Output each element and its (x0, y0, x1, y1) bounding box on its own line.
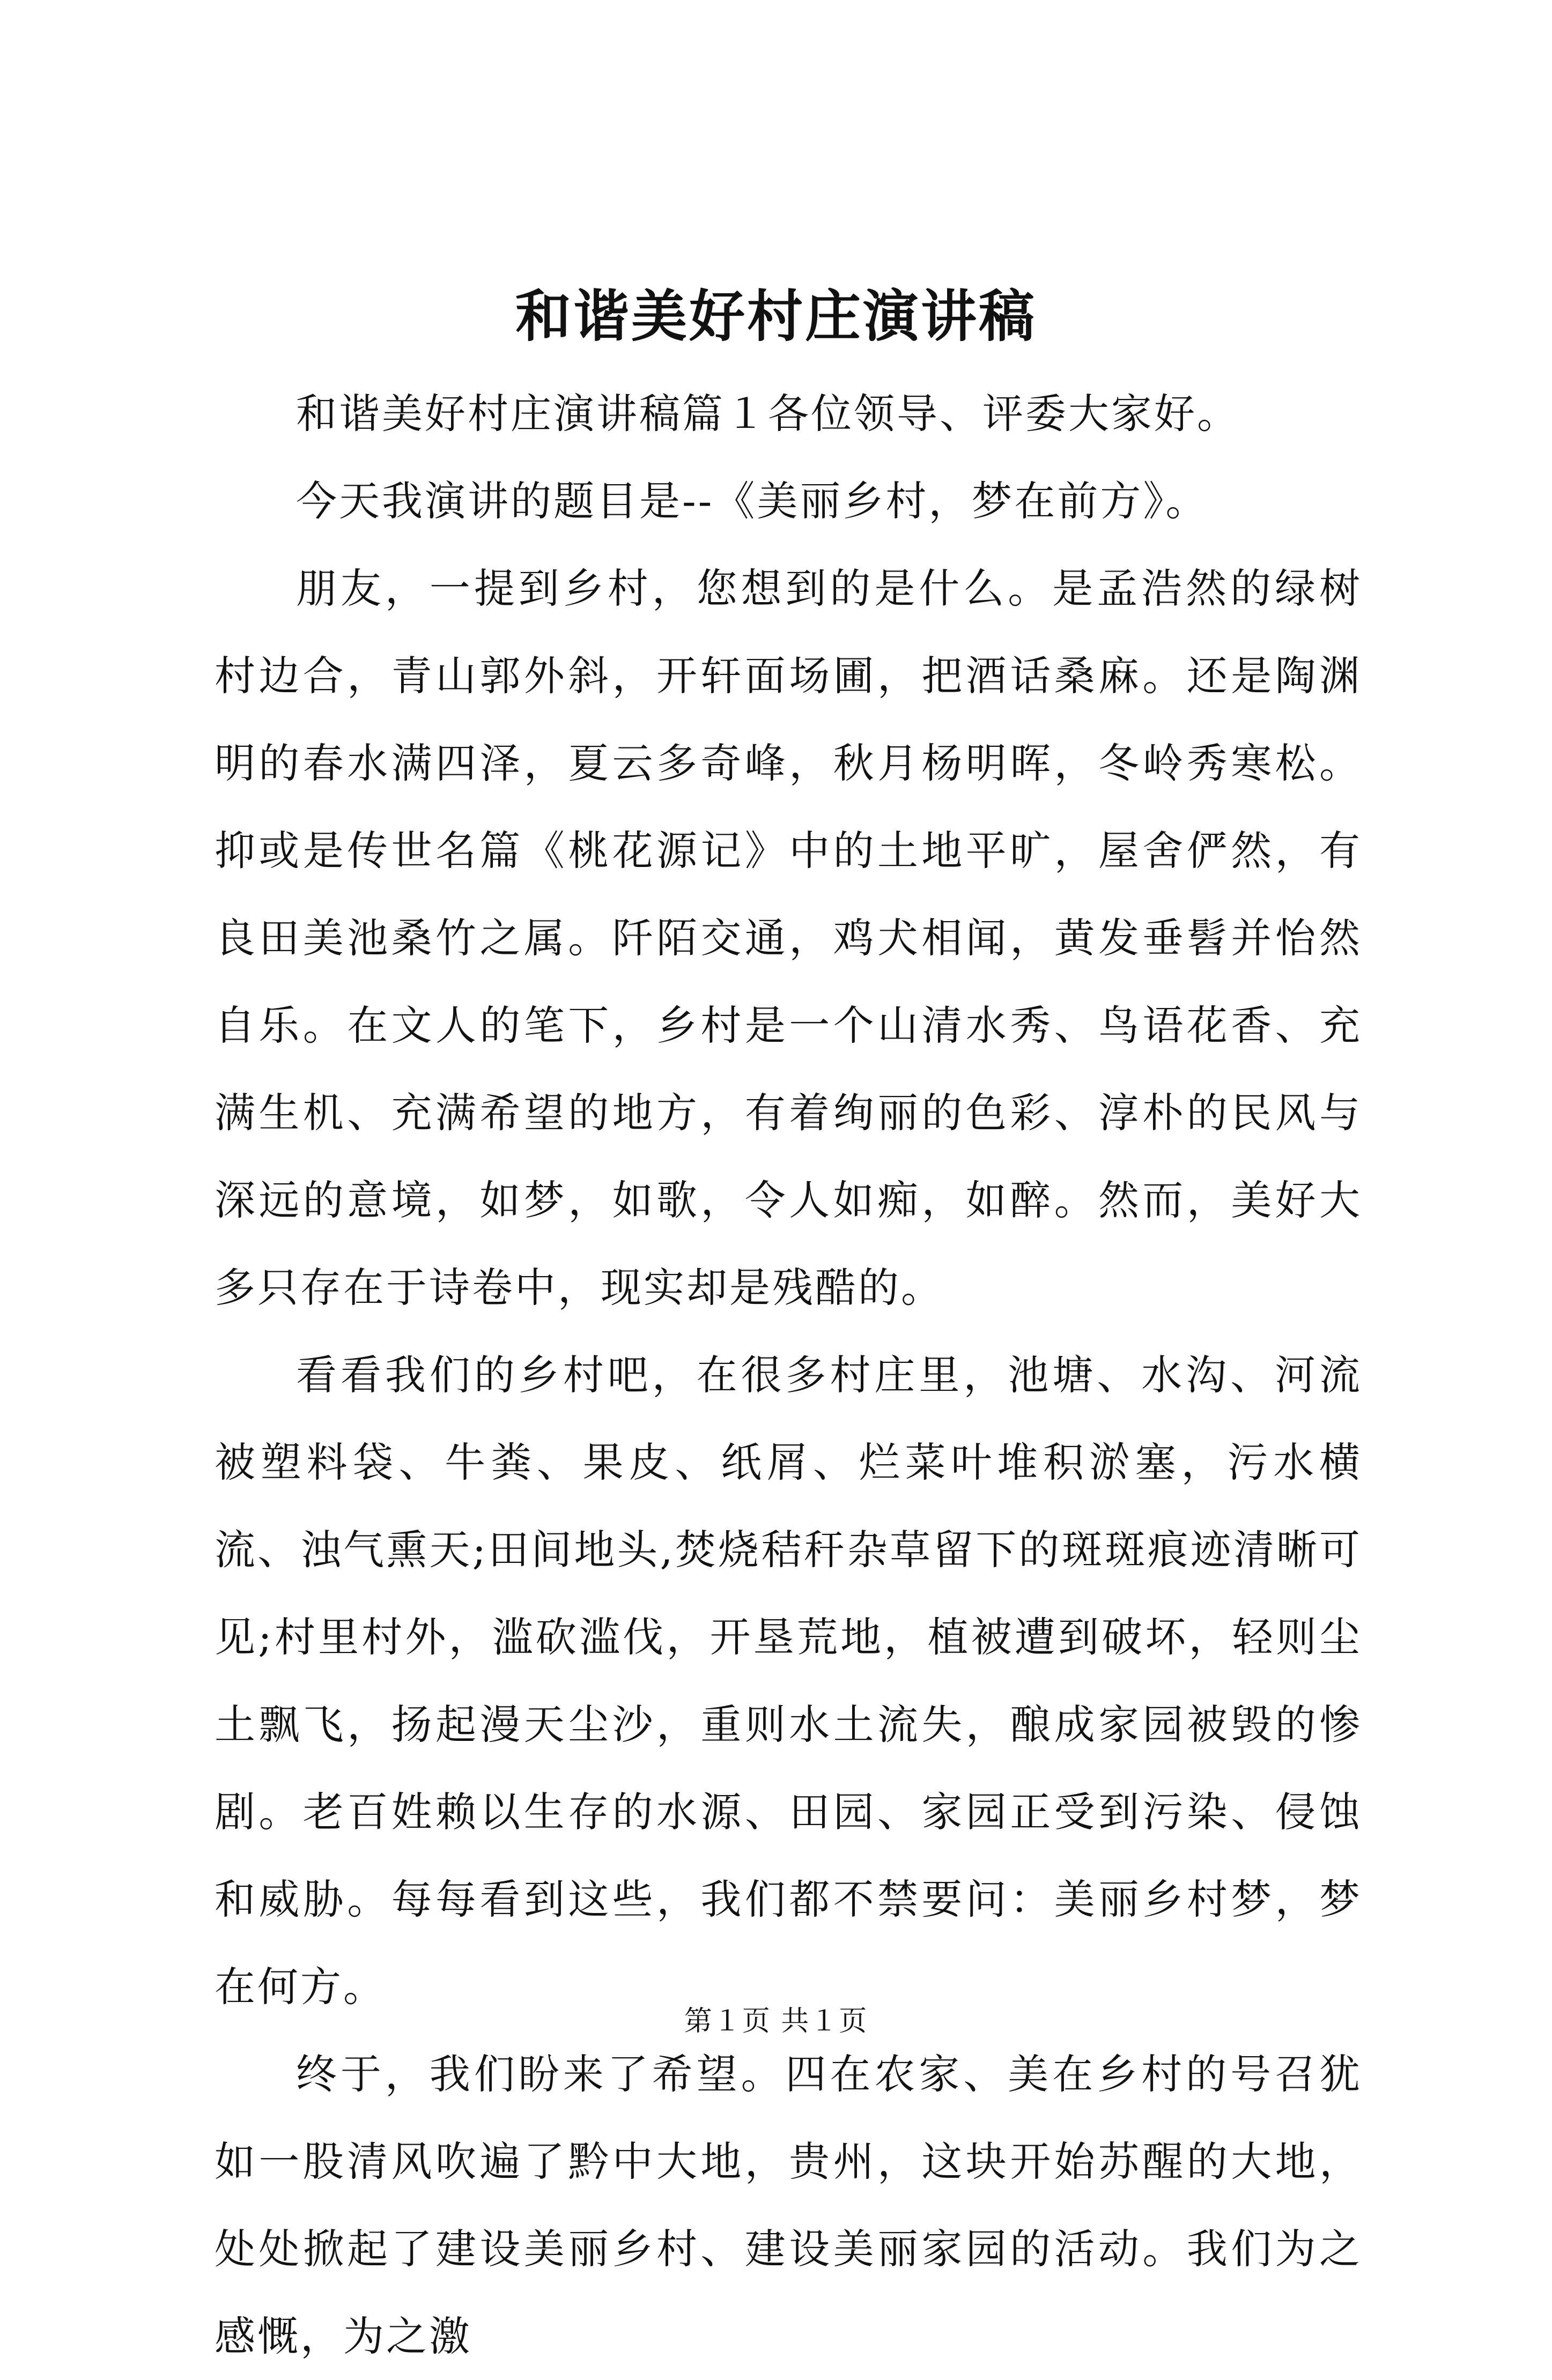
document-title: 和谐美好村庄演讲稿 (515, 283, 1037, 349)
document-body (215, 370, 1362, 2380)
paragraph-intro: 和谐美好村庄演讲稿篇１各位领导、评委大家好。 (296, 390, 1240, 438)
paragraph-topic: 今天我演讲的题目是--《美丽乡村，梦在前方》。 (296, 477, 1209, 525)
paragraph-village-pollution: 看看我们的乡村吧，在很多村庄里，池塘、水沟、河流被塑料袋、牛粪、果皮、纸屑、烂菜叶堆积淤塞，污水横流、浊气熏天;田间地头,焚烧秸秆杂草留下的斑斑痕迹清晰可见;村里村外，滥砍滥伐，开垦荒地，植被遭到破坏，轻则尘土飘飞，扬起漫天尘沙，重则水土流失，酿成家园被毁的惨剧。老百姓赖以生存的水源、田园、家园正受到污染、侵蚀和威胁。每每看到这些，我们都不禁要问：美丽乡村梦，梦在何方。 (215, 1351, 1362, 2011)
paragraph-hope: 终于，我们盼来了希望。四在农家、美在乡村的号召犹如一股清风吹遍了黔中大地，贵州，这块开始苏醒的大地，处处掀起了建设美丽乡村、建设美丽家园的活动。我们为之感慨，为之激 (215, 2050, 1362, 2360)
paragraph-poetic-countryside: 朋友，一提到乡村，您想到的是什么。是孟浩然的绿树村边合，青山郭外斜，开轩面场圃，把酒话桑麻。还是陶渊明的春水满四泽，夏云多奇峰，秋月杨明晖，冬岭秀寒松。抑或是传世名篇《桃花源记》中的土地平旷，屋舍俨然，有良田美池桑竹之属。阡陌交通，鸡犬相闻，黄发垂髫并怡然自乐。在文人的笔下，乡村是一个山清水秀、鸟语花香、充满生机、充满希望的地方，有着绚丽的色彩、淳朴的民风与深远的意境，如梦，如歌，令人如痴，如醉。然而，美好大多只存在于诗卷中，现实却是残酷的。 (215, 565, 1362, 1311)
page-footer: 第１页 共１页 (684, 2005, 868, 2037)
